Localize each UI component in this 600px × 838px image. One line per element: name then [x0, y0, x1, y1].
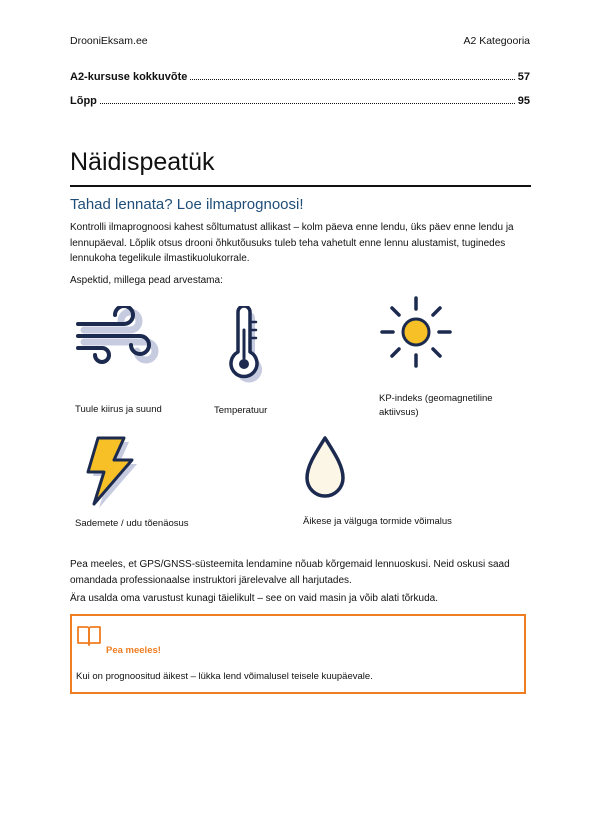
book-icon — [76, 624, 102, 648]
header-site-name: DrooniEksam.ee — [70, 35, 148, 47]
title-divider — [70, 185, 531, 187]
toc-row[interactable] — [70, 95, 530, 107]
intro-paragraph: Kontrolli ilmaprognoosi kahest sõltumatust allikast – kolm päeva enne lendu, üks päev enne lendu ja lennupäeval. Lõplik otsus drooni õhkutõusuks tuleb teha vahetult enne lennu alustamist, tuginedes lennukoha tegelikule ilmastikuolukorrale. — [70, 222, 514, 264]
gps-paragraph: Pea meeles, et GPS/GNSS-süsteemita lendamine nõuab kõrgemaid lennuoskusi. Neid oskusi saad omandada professionaalse instruktori järelevalve all harjutades. — [70, 559, 510, 586]
toc-leader — [190, 79, 514, 80]
aspect-caption: Tuule kiirus ja suund — [75, 404, 162, 415]
toc-row[interactable] — [70, 71, 530, 83]
thermometer-icon — [224, 306, 270, 386]
sun-icon — [376, 292, 456, 372]
aspect-caption: Äikese ja välguga tormide võimalus — [303, 516, 452, 527]
droplet-icon — [303, 434, 347, 500]
aspect-caption: Sademete / udu tõenäosus — [75, 518, 189, 529]
callout-text: Kui on prognoositud äikest – lükka lend võimalusel teisele kuupäevale. — [76, 671, 373, 682]
toc-page: 95 — [517, 95, 530, 107]
toc-label: Lõpp — [70, 95, 97, 107]
wind-icon — [72, 306, 164, 368]
header-category: A2 Kategooria — [463, 35, 530, 47]
aspect-caption: Temperatuur — [214, 405, 268, 416]
section-title: Näidispeatük — [70, 148, 215, 176]
lightning-icon — [76, 432, 138, 508]
section-subtitle: Tahad lennata? Loe ilmaprognoosi! — [70, 196, 304, 213]
trust-paragraph: Ära usalda oma varustust kunagi täielikult – see on vaid masin ja võib alati tõrkuda. — [70, 593, 438, 604]
toc-page: 57 — [517, 71, 530, 83]
toc-label: A2-kursuse kokkuvõte — [70, 71, 188, 83]
callout-title: Pea meeles! — [106, 645, 161, 656]
toc-leader — [100, 103, 515, 104]
aspect-caption: KP-indeks (geomagnetiline aktiivsus) — [379, 393, 493, 418]
aspects-label: Aspektid, millega pead arvestama: — [70, 275, 223, 286]
